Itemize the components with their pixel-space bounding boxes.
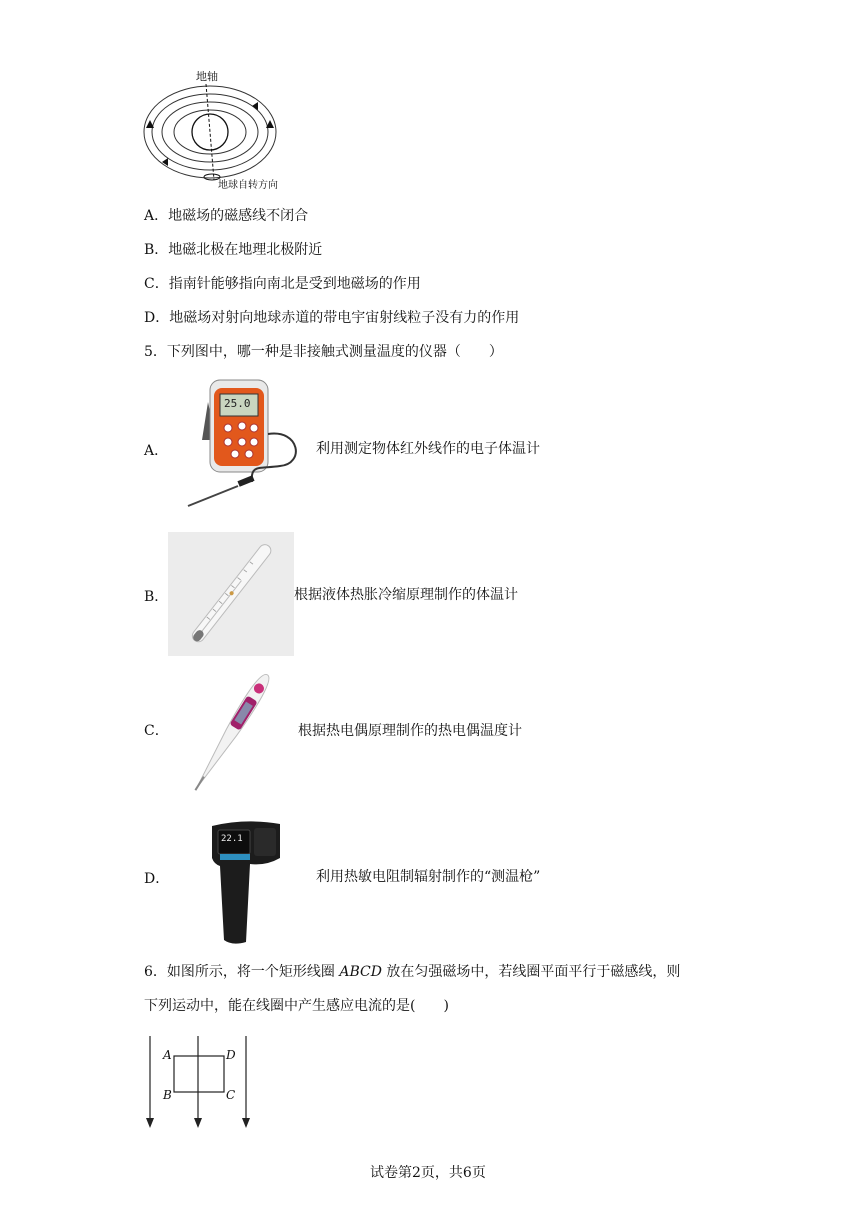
q5-option-d-caption: 利用热敏电阻制辐射制作的“测温枪” [316,869,541,885]
q4-option-d [144,308,519,328]
q5-stem: 5．下列图中，哪一种是非接触式测量温度的仪器（ ） [144,344,503,360]
corner-label-d: D [226,1048,236,1062]
device-reading: 25.0 [224,397,251,410]
q4-option-b [144,240,322,260]
q6-stem-line2: 下列运动中，能在线圈中产生感应电流的是( ) [144,998,449,1014]
infrared-thermometer-image [180,374,310,516]
infrared-gun-image [206,818,286,946]
option-text: 指南针能够指向南北是受到地磁场的作用 [168,276,421,292]
axis-label: 地轴 [196,70,218,83]
option-text: 地磁北极在地理北极附近 [168,242,323,258]
option-letter: A． [144,208,169,224]
corner-label-b: B [163,1088,172,1102]
q4-option-c [144,274,421,294]
liquid-thermometer-image [168,532,294,656]
q5-option-c-caption: 根据热电偶原理制作的热电偶温度计 [298,723,522,739]
q5-option-a-caption: 利用测定物体红外线作的电子体温计 [316,441,540,457]
q6-stem-line1 [144,962,680,982]
q4-option-a [144,206,308,226]
earth-magnetic-field-figure [140,70,290,195]
option-text: 地磁场对射向地球赤道的带电宇宙射线粒子没有力的作用 [169,310,520,326]
q5-option-c-letter: C． [144,723,169,739]
option-text: 地磁场的磁感线不闭合 [168,208,309,224]
coil-in-field-figure [140,1034,252,1130]
corner-label-c: C [226,1088,236,1102]
page-footer: 试卷第2页，共6页 [370,1165,486,1181]
stem-text: 6．如图所示，将一个矩形线圈 [144,964,340,980]
stem-text: 放在匀强磁场中，若线圈平面平行于磁感线，则 [381,964,681,980]
q5-option-b-caption: 根据液体热胀冷缩原理制作的体温计 [294,587,518,603]
rotation-label: 地球自转方向 [218,180,278,191]
q5-option-d-letter: D． [144,871,170,887]
q5-option-b-letter: B． [144,589,169,605]
option-letter: C． [144,276,169,292]
coil-name: ABCD [339,964,382,980]
device-reading: 22.1 [221,834,243,844]
option-letter: D． [144,310,170,326]
q5-option-a-letter: A． [144,443,169,459]
digital-thermometer-image [170,668,296,792]
option-letter: B． [144,242,169,258]
corner-label-a: A [163,1048,172,1062]
